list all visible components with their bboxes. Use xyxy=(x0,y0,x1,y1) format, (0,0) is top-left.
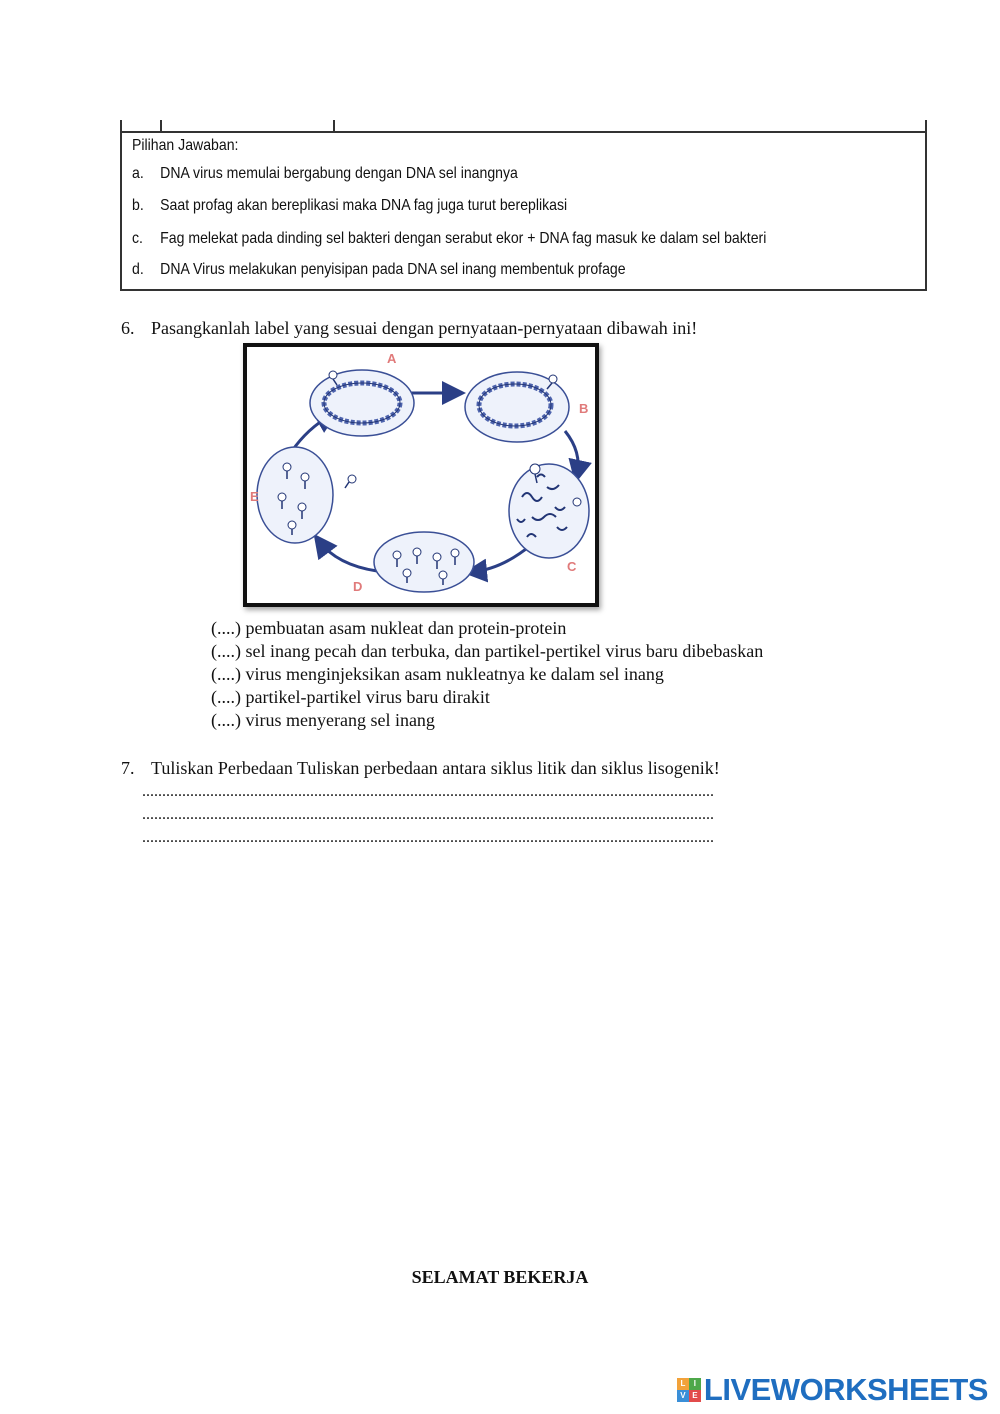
match-statement[interactable]: (....) partikel-partikel virus baru dirakit xyxy=(211,687,490,707)
option-text: DNA virus memulai bergabung dengan DNA sel inangnya xyxy=(160,165,518,182)
logo-mark-letter: L xyxy=(677,1378,689,1390)
cell-e xyxy=(257,447,356,543)
logo-mark-icon xyxy=(677,1378,701,1402)
question-text: Tuliskan Perbedaan Tuliskan perbedaan antara siklus litik dan siklus lisogenik! xyxy=(151,758,720,778)
option-letter: a. xyxy=(132,165,144,182)
logo-mark-letter: V xyxy=(677,1390,689,1402)
diagram-label-e: E xyxy=(250,489,259,504)
liveworksheets-logo xyxy=(677,1372,988,1408)
question-7 xyxy=(121,758,720,779)
option-text: DNA Virus melakukan penyisipan pada DNA sel inang membentuk profage xyxy=(160,261,626,278)
answer-option-d xyxy=(132,261,626,279)
answer-option-a xyxy=(132,165,518,183)
cell-b xyxy=(465,372,569,442)
closing-text: SELAMAT BEKERJA xyxy=(411,1267,589,1287)
cycle-arrow xyxy=(319,541,377,571)
answer-choices-heading: Pilihan Jawaban: xyxy=(132,137,239,154)
question-6 xyxy=(121,318,697,339)
option-text: Saat profag akan bereplikasi maka DNA fag juga turut bereplikasi xyxy=(160,197,568,214)
cell-d xyxy=(374,532,474,592)
answer-line[interactable]: ............................................................................................................................................... xyxy=(142,829,714,846)
match-statement[interactable]: (....) sel inang pecah dan terbuka, dan partikel-pertikel virus baru dibebaskan xyxy=(211,641,764,661)
logo-mark-letter: E xyxy=(689,1390,701,1402)
answer-choices-box xyxy=(120,131,927,291)
match-statement[interactable]: (....) virus menyerang sel inang xyxy=(211,710,435,730)
match-statement[interactable]: (....) pembuatan asam nukleat dan protein-protein xyxy=(211,618,567,638)
question-text: Pasangkanlah label yang sesuai dengan pernyataan-pernyataan dibawah ini! xyxy=(151,318,698,338)
answer-line[interactable]: ............................................................................................................................................... xyxy=(142,806,714,823)
option-text: Fag melekat pada dinding sel bakteri dengan serabut ekor + DNA fag masuk ke dalam sel bakteri xyxy=(160,230,767,247)
cell-a xyxy=(310,370,414,436)
question-number: 7. xyxy=(121,758,135,778)
diagram-label-d: D xyxy=(353,579,363,594)
diagram-label-c: C xyxy=(567,559,577,574)
lytic-cycle-diagram xyxy=(243,343,599,607)
answer-option-b xyxy=(132,197,567,215)
option-letter: c. xyxy=(132,230,143,247)
diagram-label-a: A xyxy=(387,351,397,366)
lytic-cycle-illustration xyxy=(247,347,595,603)
cycle-arrow xyxy=(472,545,531,572)
logo-text: LIVEWORKSHEETS xyxy=(703,1372,988,1407)
logo-mark-letter: I xyxy=(689,1378,701,1390)
answer-option-c xyxy=(132,230,766,248)
match-statement[interactable]: (....) virus menginjeksikan asam nukleatnya ke dalam sel inang xyxy=(211,664,664,684)
option-letter: b. xyxy=(132,197,144,214)
option-letter: d. xyxy=(132,261,144,278)
diagram-label-b: B xyxy=(579,401,589,416)
answer-line[interactable]: ............................................................................................................................................... xyxy=(142,783,714,800)
cell-c xyxy=(509,464,589,558)
question-number: 6. xyxy=(121,318,135,338)
